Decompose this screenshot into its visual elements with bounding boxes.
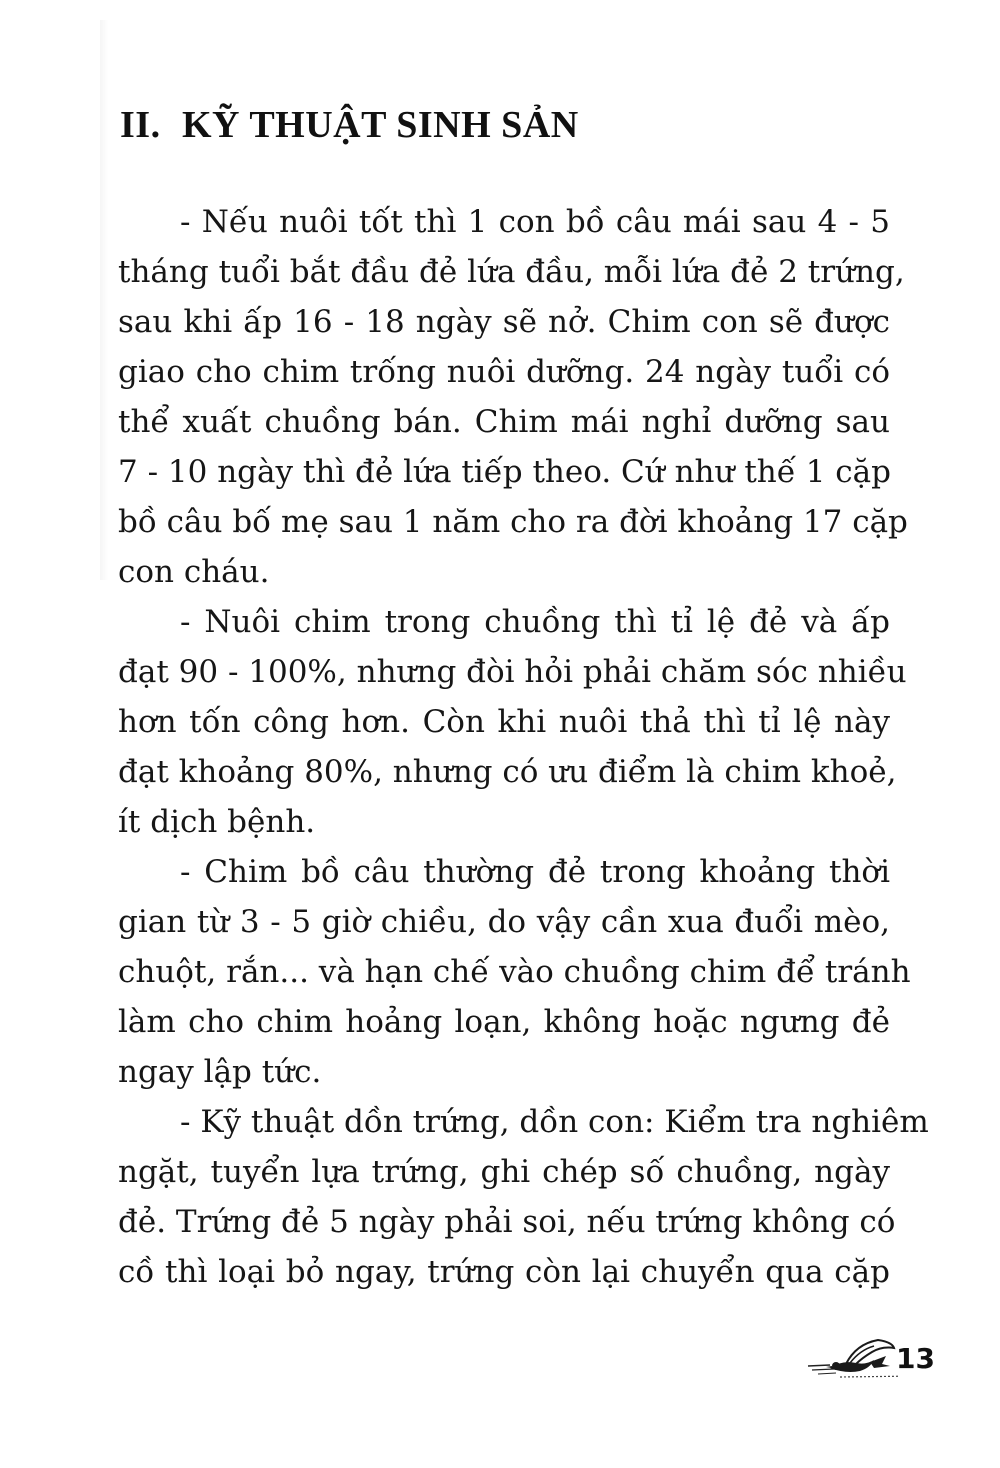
text-line: đẻ. Trứng đẻ 5 ngày phải soi, nếu trứng không có bbox=[118, 1204, 896, 1240]
text-line: ngặt, tuyển lựa trứng, ghi chép số chuồng, ngày bbox=[118, 1154, 890, 1190]
text-line: bồ câu bố mẹ sau 1 năm cho ra đời khoảng 17 cặp bbox=[118, 504, 908, 540]
body-text bbox=[118, 197, 929, 1297]
section-number: II. bbox=[120, 104, 161, 146]
text-line: đạt khoảng 80%, nhưng có ưu điểm là chim khoẻ, bbox=[118, 754, 897, 790]
text-line: ngay lập tức. bbox=[118, 1054, 322, 1090]
text-line: tháng tuổi bắt đầu đẻ lứa đầu, mỗi lứa đẻ 2 trứng, bbox=[118, 254, 905, 290]
text-line: gian từ 3 - 5 giờ chiều, do vậy cần xua đuổi mèo, bbox=[118, 904, 890, 940]
text-line: hơn tốn công hơn. Còn khi nuôi thả thì tỉ lệ này bbox=[118, 704, 890, 740]
text-line: chuột, rắn... và hạn chế vào chuồng chim để tránh bbox=[118, 954, 911, 990]
text-line: - Kỹ thuật dồn trứng, dồn con: Kiểm tra nghiêm bbox=[180, 1104, 929, 1140]
text-line: ít dịch bệnh. bbox=[118, 804, 316, 840]
text-line: sau khi ấp 16 - 18 ngày sẽ nở. Chim con sẽ được bbox=[118, 304, 890, 340]
text-line: 7 - 10 ngày thì đẻ lứa tiếp theo. Cứ như thế 1 cặp bbox=[118, 454, 891, 490]
page-footer bbox=[800, 1330, 940, 1390]
section-heading bbox=[120, 103, 579, 147]
text-line: con cháu. bbox=[118, 554, 270, 590]
text-line: - Nuôi chim trong chuồng thì tỉ lệ đẻ và ấp bbox=[180, 604, 890, 640]
flying-bird-icon bbox=[800, 1330, 900, 1390]
text-line: cồ thì loại bỏ ngay, trứng còn lại chuyển qua cặp bbox=[118, 1254, 890, 1290]
text-line: làm cho chim hoảng loạn, không hoặc ngưng đẻ bbox=[118, 1004, 890, 1040]
text-line: giao cho chim trống nuôi dưỡng. 24 ngày tuổi có bbox=[118, 354, 890, 390]
gutter-shadow bbox=[100, 20, 108, 580]
text-line: - Chim bồ câu thường đẻ trong khoảng thời bbox=[180, 854, 890, 890]
page-number: 13 bbox=[896, 1342, 935, 1375]
text-line: thể xuất chuồng bán. Chim mái nghỉ dưỡng sau bbox=[118, 404, 890, 440]
text-line: - Nếu nuôi tốt thì 1 con bồ câu mái sau 4 - 5 bbox=[180, 204, 890, 240]
text-line: đạt 90 - 100%, nhưng đòi hỏi phải chăm sóc nhiều bbox=[118, 654, 907, 690]
section-title: KỸ THUẬT SINH SẢN bbox=[182, 104, 579, 146]
